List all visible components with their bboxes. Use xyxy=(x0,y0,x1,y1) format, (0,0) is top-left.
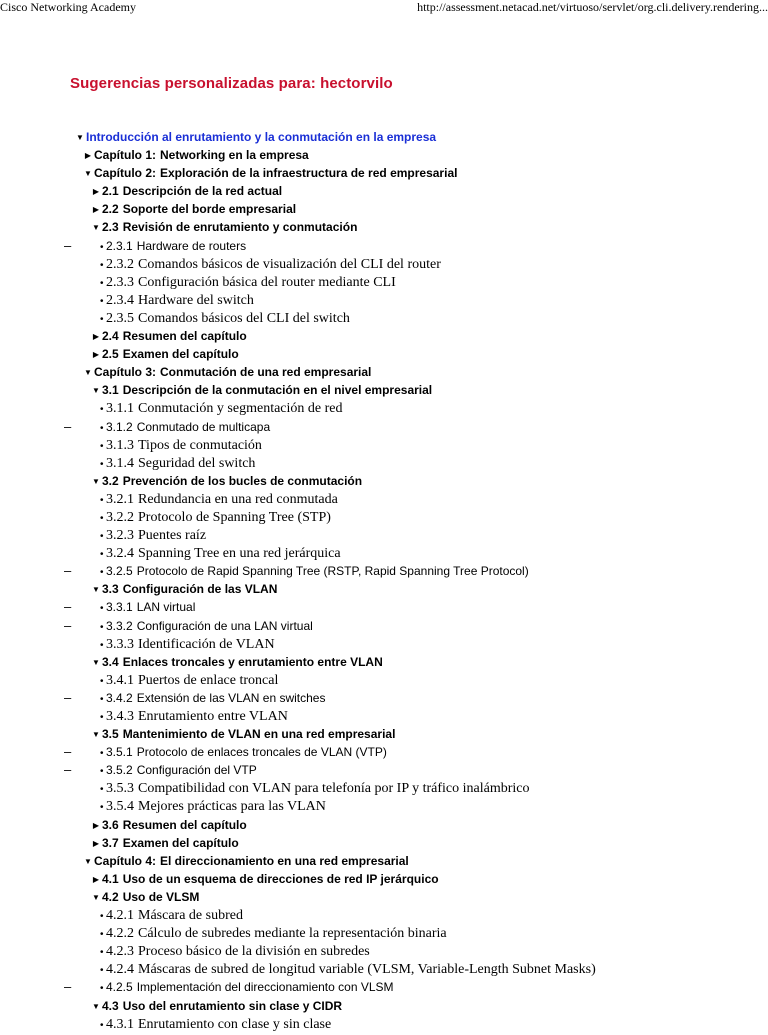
outline-item-number: 4.3.1 xyxy=(106,1016,134,1032)
outline-item-label[interactable] xyxy=(102,999,342,1013)
outline-item-label[interactable] xyxy=(106,745,387,759)
outline-item-label[interactable] xyxy=(106,492,338,507)
outline-item-title: Puertos de enlace troncal xyxy=(138,672,279,688)
outline-item-number: 3.1 xyxy=(102,383,119,398)
outline-section-item[interactable] xyxy=(0,888,768,906)
outline-item-title: Protocolo de Spanning Tree (STP) xyxy=(138,509,331,525)
recommended-marker: – xyxy=(64,237,72,253)
outline-item-title: Enrutamiento con clase y sin clase xyxy=(138,1016,332,1032)
outline-section-item[interactable] xyxy=(0,472,768,490)
outline-item-number: 4.3 xyxy=(102,998,119,1013)
outline-item-label[interactable] xyxy=(106,691,325,705)
outline-section-item[interactable] xyxy=(0,997,768,1015)
outline-item-title: Extensión de las VLAN en switches xyxy=(136,690,326,705)
outline-item-label[interactable] xyxy=(106,510,331,525)
outline-item-number: 3.3 xyxy=(102,582,119,597)
outline-item-title: Configuración de las VLAN xyxy=(122,582,278,597)
outline-item-label[interactable] xyxy=(106,673,278,688)
outline-item-label[interactable] xyxy=(106,239,246,253)
outline-item-number: 2.3.3 xyxy=(106,274,134,290)
outline-item-label[interactable] xyxy=(102,383,432,397)
expanded-triangle-icon[interactable]: ▼ xyxy=(76,133,84,142)
bullet-icon: • xyxy=(100,512,104,524)
recommended-marker: – xyxy=(64,617,72,633)
outline-item-label[interactable] xyxy=(106,944,370,959)
outline-item-title: Resumen del capítulo xyxy=(122,817,247,832)
outline-section-item[interactable] xyxy=(0,164,768,182)
outline-topic-item[interactable] xyxy=(0,797,768,815)
expanded-triangle-icon[interactable]: ▼ xyxy=(92,223,100,233)
outline-item-number: 3.2 xyxy=(102,473,119,488)
outline-item-title: Uso del enrutamiento sin clase y CIDR xyxy=(122,998,343,1013)
outline-item-label[interactable] xyxy=(102,329,247,343)
outline-item-number: 3.2.5 xyxy=(106,564,133,579)
outline-item-number: 2.3.4 xyxy=(106,292,134,308)
outline-topic-item[interactable] xyxy=(0,671,768,689)
outline-item-label[interactable] xyxy=(102,890,199,904)
outline-item-title: Seguridad del switch xyxy=(138,455,256,471)
outline-item-title: Prevención de los bucles de conmutación xyxy=(122,473,363,488)
outline-item-title: Identificación de VLAN xyxy=(138,636,275,652)
outline-item-title: Descripción de la red actual xyxy=(122,184,283,199)
outline-item-label[interactable] xyxy=(102,655,383,669)
outline-item-number: 3.2.2 xyxy=(106,509,134,525)
outline-item-number: 3.2.3 xyxy=(106,528,134,544)
outline-item-title: Tipos de conmutación xyxy=(138,437,262,453)
outline-section-item[interactable] xyxy=(0,327,768,345)
expanded-triangle-icon[interactable]: ▼ xyxy=(84,368,92,378)
outline-item-number: 2.3 xyxy=(102,220,119,235)
outline-item-label[interactable] xyxy=(102,836,239,850)
outline-item-title: Descripción de la conmutación en el nivel empresarial xyxy=(122,383,433,398)
outline-item-number: 2.1 xyxy=(102,184,119,199)
outline-item-number: 3.5.4 xyxy=(106,799,134,815)
outline-item-number: Capítulo 1: xyxy=(94,148,156,163)
outline-item-title: Conmutación y segmentación de red xyxy=(138,401,343,417)
outline-item-number: 3.4.2 xyxy=(106,690,133,705)
outline-item-title: Enrutamiento entre VLAN xyxy=(138,709,288,724)
outline-item-title: Conmutado de multicapa xyxy=(136,419,271,434)
outline-item-number: Capítulo 3: xyxy=(94,365,156,380)
expanded-triangle-icon[interactable]: ▼ xyxy=(84,856,92,866)
outline-item-label[interactable] xyxy=(86,130,436,144)
expanded-triangle-icon[interactable]: ▼ xyxy=(92,386,100,396)
outline-item-title: Protocolo de enlaces troncales de VLAN (VTP) xyxy=(136,745,387,760)
bullet-icon: • xyxy=(100,277,104,289)
outline-topic-item[interactable] xyxy=(0,743,768,761)
outline-topic-item[interactable] xyxy=(0,255,768,273)
outline-item-label[interactable] xyxy=(102,582,277,596)
outline-item-title: Protocolo de Rapid Spanning Tree (RSTP, Rapid Spanning Tree Protocol) xyxy=(136,564,529,579)
outline-item-label[interactable] xyxy=(106,311,350,326)
outline-section-item[interactable] xyxy=(0,345,768,363)
outline-item-title: Hardware de routers xyxy=(136,238,247,253)
outline-topic-item[interactable] xyxy=(0,978,768,996)
outline-topic-item[interactable] xyxy=(0,598,768,616)
collapsed-triangle-icon[interactable]: ▶ xyxy=(92,350,100,360)
bullet-icon: • xyxy=(100,567,104,579)
outline-section-item[interactable] xyxy=(0,580,768,598)
outline-item-title: Soporte del borde empresarial xyxy=(122,202,297,217)
outline-topic-item[interactable] xyxy=(0,617,768,635)
outline-item-number: 3.4.1 xyxy=(106,672,134,688)
outline-item-label[interactable] xyxy=(106,763,257,777)
outline-topic-item[interactable] xyxy=(0,906,768,924)
outline-section-item[interactable] xyxy=(0,725,768,743)
outline-item-number: 3.3.3 xyxy=(106,636,134,652)
outline-item-label[interactable] xyxy=(102,202,296,216)
outline-topic-item[interactable] xyxy=(0,544,768,562)
outline-item-label[interactable] xyxy=(102,818,247,832)
outline-topic-item[interactable] xyxy=(0,960,768,978)
outline-item-label[interactable] xyxy=(106,1017,331,1032)
outline-item-number: Capítulo 4: xyxy=(94,853,156,868)
outline-item-label[interactable] xyxy=(106,619,313,633)
outline-topic-item[interactable] xyxy=(0,490,768,508)
recommended-marker: – xyxy=(64,418,72,434)
bullet-icon: • xyxy=(100,748,104,760)
outline-section-item[interactable] xyxy=(0,870,768,888)
outline-topic-item[interactable] xyxy=(0,309,768,327)
bullet-icon: • xyxy=(100,766,104,778)
outline-section-item[interactable] xyxy=(0,182,768,200)
outline-item-number: 4.2.3 xyxy=(106,944,134,960)
bullet-icon: • xyxy=(100,947,104,959)
collapsed-triangle-icon[interactable]: ▶ xyxy=(92,838,100,848)
collapsed-triangle-icon[interactable]: ▶ xyxy=(92,874,100,884)
outline-item-label[interactable] xyxy=(106,257,441,272)
bullet-icon: • xyxy=(100,440,104,452)
outline-item-title: El direccionamiento en una red empresarial xyxy=(160,853,409,868)
outline-item-number: 3.1.4 xyxy=(106,455,134,471)
expanded-triangle-icon[interactable]: ▼ xyxy=(92,892,100,902)
recommended-marker: – xyxy=(64,744,72,760)
outline-item-label[interactable] xyxy=(106,401,343,416)
outline-item-number: 4.2.4 xyxy=(106,962,134,978)
outline-section-item[interactable] xyxy=(0,653,768,671)
outline-item-label[interactable] xyxy=(106,962,596,977)
outline-item-title: Mejores prácticas para las VLAN xyxy=(138,799,326,815)
outline-item-label[interactable] xyxy=(106,275,396,290)
outline-item-label[interactable] xyxy=(106,709,288,724)
page-title: Sugerencias personalizadas para: hectorvilo xyxy=(70,75,393,92)
outline-item-label[interactable] xyxy=(106,980,394,994)
expanded-triangle-icon[interactable]: ▼ xyxy=(92,730,100,740)
outline-item-title: Uso de VLSM xyxy=(122,889,200,904)
outline-section-item[interactable] xyxy=(0,363,768,381)
outline-item-number: 3.4.3 xyxy=(106,709,134,724)
outline-item-title: Comandos básicos del CLI del switch xyxy=(138,310,350,326)
outline-topic-item[interactable] xyxy=(0,436,768,454)
outline-item-label[interactable] xyxy=(106,799,326,814)
outline-section-item[interactable] xyxy=(0,200,768,218)
outline-item-label[interactable] xyxy=(106,293,254,308)
collapsed-triangle-icon[interactable]: ▶ xyxy=(92,205,100,215)
print-header xyxy=(0,0,768,18)
collapsed-triangle-icon[interactable]: ▶ xyxy=(92,187,100,197)
bullet-icon: • xyxy=(100,929,104,941)
outline-item-label[interactable] xyxy=(94,854,409,868)
outline-topic-item[interactable] xyxy=(0,707,768,725)
outline-item-number: 3.4 xyxy=(102,654,119,669)
outline-item-title: Compatibilidad con VLAN para telefonía por IP y tráfico inalámbrico xyxy=(138,781,530,797)
outline-topic-item[interactable] xyxy=(0,399,768,417)
outline-item-number: 3.5.2 xyxy=(106,763,133,778)
bullet-icon: • xyxy=(100,259,104,271)
outline-item-number: 4.1 xyxy=(102,871,119,886)
outline-item-title: Spanning Tree en una red jerárquica xyxy=(138,546,341,562)
outline-topic-item[interactable] xyxy=(0,454,768,472)
outline-topic-item[interactable] xyxy=(0,635,768,653)
outline-item-number: 3.5.3 xyxy=(106,781,134,797)
outline-item-title: Configuración del VTP xyxy=(136,763,257,778)
outline-item-title: Comandos básicos de visualización del CLI del router xyxy=(138,256,441,272)
outline-item-number: 3.5.1 xyxy=(106,745,133,760)
outline-section-item[interactable] xyxy=(0,146,768,164)
outline-topic-item[interactable] xyxy=(0,418,768,436)
outline-item-title: Máscaras de subred de longitud variable (VLSM, Variable-Length Subnet Masks) xyxy=(138,962,596,978)
outline-item-number: Capítulo 2: xyxy=(94,166,156,181)
outline-item-title: Uso de un esquema de direcciones de red IP jerárquico xyxy=(122,871,439,886)
outline-item-label[interactable] xyxy=(106,564,529,578)
bullet-icon: • xyxy=(100,603,104,615)
course-outline-tree xyxy=(0,128,768,1033)
recommended-marker: – xyxy=(64,599,72,615)
outline-item-label[interactable] xyxy=(106,438,262,453)
outline-item-label[interactable] xyxy=(102,727,395,741)
outline-topic-item[interactable] xyxy=(0,273,768,291)
outline-item-label[interactable] xyxy=(102,347,239,361)
outline-item-title: Hardware del switch xyxy=(138,292,254,308)
collapsed-triangle-icon[interactable]: ▶ xyxy=(84,151,92,161)
expanded-triangle-icon[interactable]: ▼ xyxy=(92,476,100,486)
collapsed-triangle-icon[interactable]: ▶ xyxy=(92,820,100,830)
outline-item-label[interactable] xyxy=(102,184,282,198)
outline-topic-item[interactable] xyxy=(0,689,768,707)
outline-item-label[interactable] xyxy=(106,637,275,652)
outline-item-number: 2.4 xyxy=(102,329,119,344)
expanded-triangle-icon[interactable]: ▼ xyxy=(92,1001,100,1011)
outline-item-number: 3.3.1 xyxy=(106,600,133,615)
outline-item-number: 2.5 xyxy=(102,347,119,362)
outline-item-label[interactable] xyxy=(102,872,439,886)
outline-item-number: 3.5 xyxy=(102,727,119,742)
outline-item-title: LAN virtual xyxy=(136,600,196,615)
expanded-triangle-icon[interactable]: ▼ xyxy=(92,657,100,667)
expanded-triangle-icon[interactable]: ▼ xyxy=(84,169,92,179)
outline-topic-item[interactable] xyxy=(0,779,768,797)
outline-item-number: 3.1.3 xyxy=(106,437,134,453)
outline-section-item[interactable] xyxy=(0,381,768,399)
outline-item-title: Exploración de la infraestructura de red empresarial xyxy=(160,166,458,181)
bullet-icon: • xyxy=(100,712,104,723)
outline-item-number: 3.2.1 xyxy=(106,491,134,507)
outline-item-label[interactable] xyxy=(106,528,206,543)
bullet-icon: • xyxy=(100,549,104,561)
outline-item-label[interactable] xyxy=(106,781,530,796)
expanded-triangle-icon[interactable]: ▼ xyxy=(92,585,100,595)
outline-item-label[interactable] xyxy=(106,600,195,614)
outline-topic-item[interactable] xyxy=(0,508,768,526)
outline-item-title: Redundancia en una red conmutada xyxy=(138,491,338,507)
recommended-marker: – xyxy=(64,762,72,778)
bullet-icon: • xyxy=(100,313,104,325)
outline-item-title: Examen del capítulo xyxy=(122,835,239,850)
outline-item-label[interactable] xyxy=(102,474,362,488)
outline-item-number: 3.3.2 xyxy=(106,618,133,633)
outline-item-number: 3.6 xyxy=(102,817,119,832)
recommended-marker: – xyxy=(64,979,72,995)
outline-item-number: 2.3.1 xyxy=(106,238,133,253)
outline-item-label[interactable] xyxy=(106,908,243,923)
bullet-icon: • xyxy=(100,911,104,923)
bullet-icon: • xyxy=(100,784,104,796)
bullet-icon: • xyxy=(100,458,104,470)
outline-section-item[interactable] xyxy=(0,218,768,236)
outline-topic-item[interactable] xyxy=(0,761,768,779)
bullet-icon: • xyxy=(100,422,104,434)
recommended-marker: – xyxy=(64,689,72,705)
outline-topic-item[interactable] xyxy=(0,562,768,580)
outline-item-number: 2.2 xyxy=(102,202,119,217)
outline-item-label[interactable] xyxy=(94,365,371,379)
outline-item-label[interactable] xyxy=(94,166,457,180)
outline-item-title: Configuración de una LAN virtual xyxy=(136,618,313,633)
outline-topic-item[interactable] xyxy=(0,924,768,942)
outline-item-title: Networking en la empresa xyxy=(160,148,309,163)
bullet-icon: • xyxy=(100,531,104,543)
outline-section-item[interactable] xyxy=(0,852,768,870)
bullet-icon: • xyxy=(100,693,104,705)
outline-topic-item[interactable] xyxy=(0,291,768,309)
outline-item-title: Resumen del capítulo xyxy=(122,329,247,344)
bullet-icon: • xyxy=(100,1019,104,1031)
bullet-icon: • xyxy=(100,295,104,307)
outline-item-number: 4.2.2 xyxy=(106,926,134,942)
outline-item-number: 4.2.5 xyxy=(106,980,133,995)
outline-item-label[interactable] xyxy=(106,546,341,561)
outline-item-title: Introducción al enrutamiento y la conmutación en la empresa xyxy=(86,130,437,144)
bullet-icon: • xyxy=(100,621,104,633)
outline-item-number: 3.1.1 xyxy=(106,401,134,417)
header-site-name: Cisco Networking Academy xyxy=(0,0,136,14)
bullet-icon: • xyxy=(100,965,104,977)
outline-item-title: Conmutación de una red empresarial xyxy=(160,365,372,380)
outline-item-title: Mantenimiento de VLAN en una red empresarial xyxy=(122,727,396,742)
header-url: http://assessment.netacad.net/virtuoso/servlet/org.cli.delivery.rendering... xyxy=(417,0,768,14)
bullet-icon: • xyxy=(100,241,104,253)
bullet-icon: • xyxy=(100,639,104,651)
outline-item-label[interactable] xyxy=(94,148,309,162)
recommended-marker: – xyxy=(64,563,72,579)
outline-item-title: Máscara de subred xyxy=(138,908,243,924)
outline-item-title: Cálculo de subredes mediante la representación binaria xyxy=(138,926,447,942)
outline-item-title: Implementación del direccionamiento con VLSM xyxy=(136,980,394,995)
bullet-icon: • xyxy=(100,983,104,995)
outline-item-label[interactable] xyxy=(106,420,270,434)
outline-topic-item[interactable] xyxy=(0,942,768,960)
outline-item-label[interactable] xyxy=(102,220,357,234)
outline-item-title: Revisión de enrutamiento y conmutación xyxy=(122,220,358,235)
outline-section-item[interactable] xyxy=(0,834,768,852)
outline-item-label[interactable] xyxy=(106,456,255,471)
outline-item-number: 2.3.2 xyxy=(106,256,134,272)
bullet-icon: • xyxy=(100,675,104,687)
outline-item-title: Examen del capítulo xyxy=(122,347,239,362)
outline-item-title: Puentes raíz xyxy=(138,528,207,544)
outline-section-item[interactable] xyxy=(0,128,768,146)
outline-item-number: 4.2.1 xyxy=(106,908,134,924)
outline-item-number: 3.1.2 xyxy=(106,419,133,434)
bullet-icon: • xyxy=(100,494,104,506)
outline-item-title: Configuración básica del router mediante CLI xyxy=(138,274,396,290)
bullet-icon: • xyxy=(100,802,104,814)
outline-item-title: Enlaces troncales y enrutamiento entre VLAN xyxy=(122,654,383,669)
outline-topic-item[interactable] xyxy=(0,237,768,255)
collapsed-triangle-icon[interactable]: ▶ xyxy=(92,332,100,342)
outline-topic-item[interactable] xyxy=(0,526,768,544)
bullet-icon: • xyxy=(100,404,104,416)
outline-item-number: 3.2.4 xyxy=(106,546,134,562)
outline-item-title: Proceso básico de la división en subredes xyxy=(138,944,370,960)
outline-item-number: 3.7 xyxy=(102,835,119,850)
outline-item-label[interactable] xyxy=(106,926,447,941)
outline-item-number: 4.2 xyxy=(102,889,119,904)
outline-item-number: 2.3.5 xyxy=(106,310,134,326)
outline-section-item[interactable] xyxy=(0,816,768,834)
